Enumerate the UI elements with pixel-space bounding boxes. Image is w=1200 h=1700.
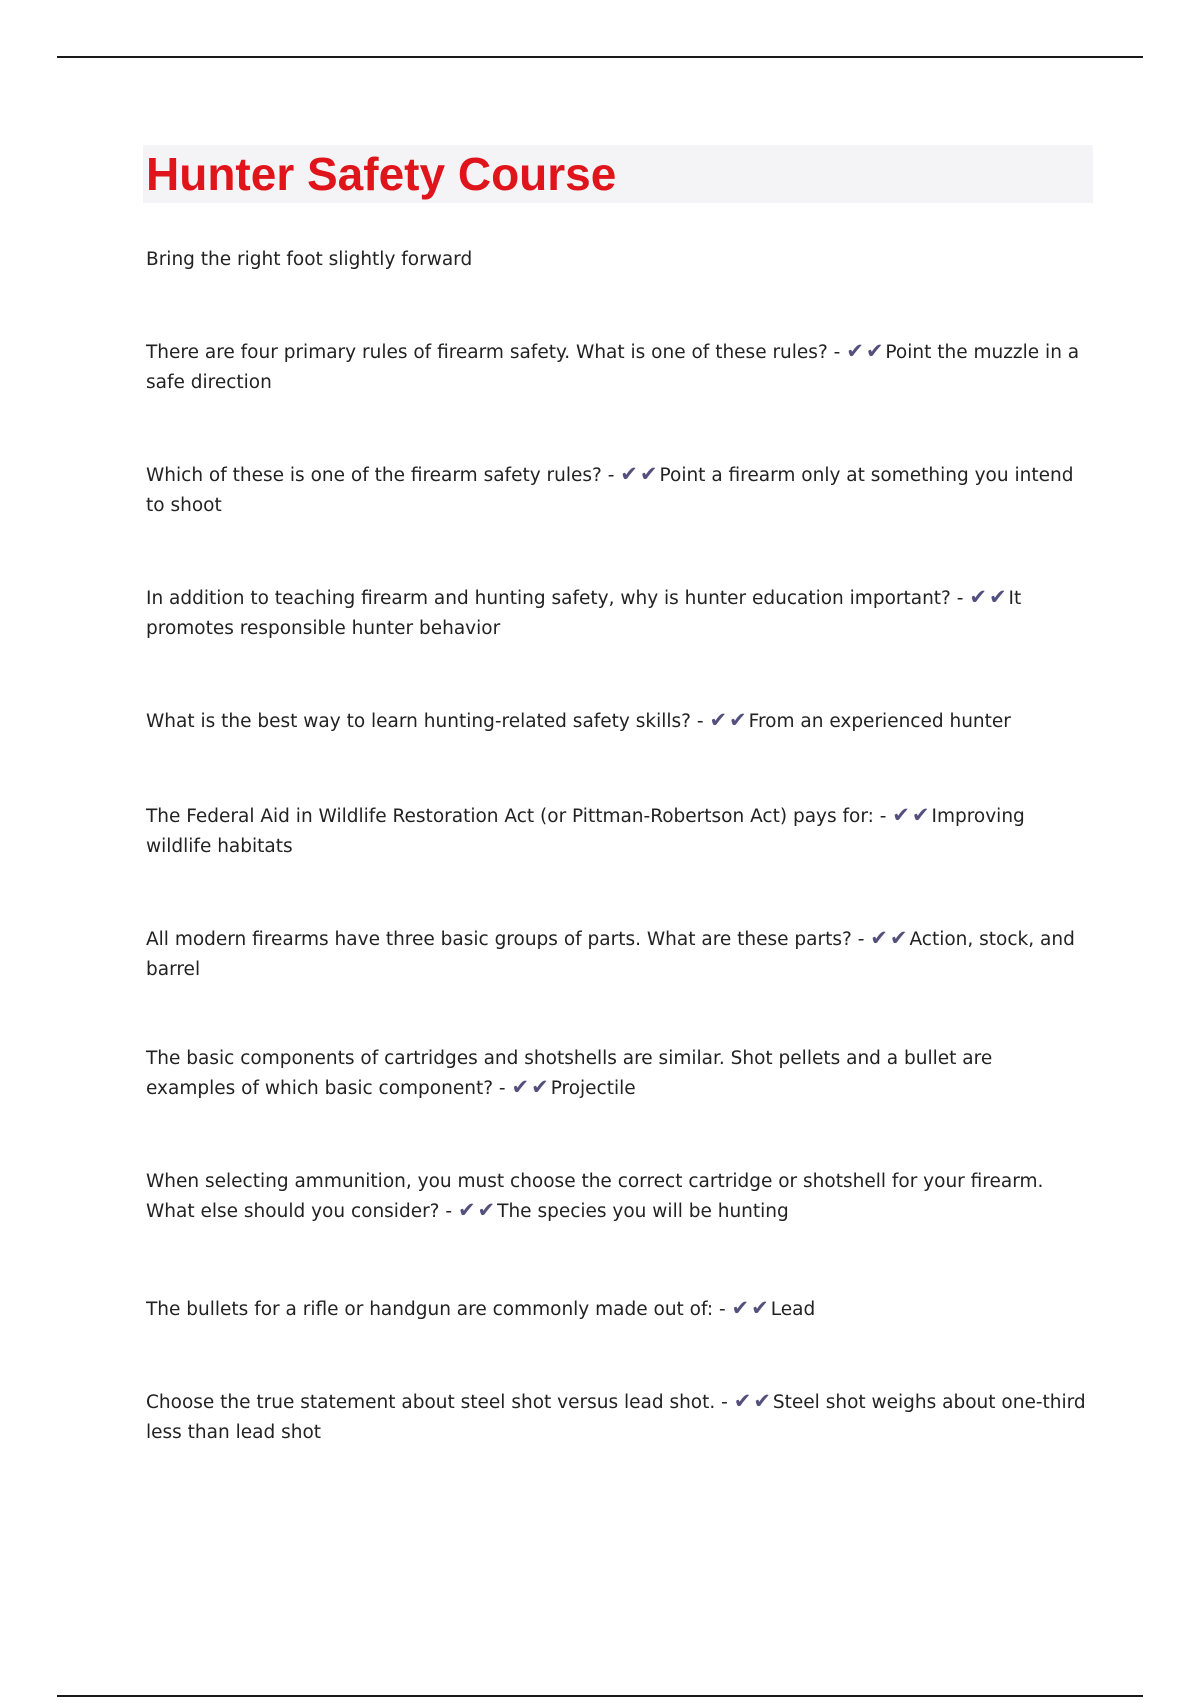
- double-check-icon: [511, 1074, 550, 1104]
- qa-question: The bullets for a rifle or handgun are commonly made out of:: [146, 1299, 714, 1320]
- check-icon: ✔: [846, 339, 866, 363]
- qa-item: [146, 802, 1086, 862]
- qa-answer: It promotes responsible hunter behavior: [146, 588, 1022, 639]
- qa-separator: -: [601, 465, 621, 486]
- bottom-rule: [57, 1695, 1143, 1697]
- qa-question: What is the best way to learn hunting-related safety skills?: [146, 711, 691, 732]
- qa-question: When selecting ammunition, you must choose the correct cartridge or shotshell for your firearm. What else should you consider?: [146, 1171, 1044, 1222]
- check-icon: ✔: [731, 1296, 752, 1320]
- qa-answer: Projectile: [550, 1078, 636, 1099]
- check-icon: ✔: [729, 708, 749, 732]
- check-icon: ✔: [709, 708, 730, 732]
- qa-separator: -: [493, 1078, 512, 1099]
- qa-separator: -: [851, 929, 871, 950]
- qa-question: The basic components of cartridges and shotshells are similar. Shot pellets and a bullet are examples of which basic component?: [146, 1048, 993, 1099]
- qa-answer: Point a firearm only at something you intend to shoot: [146, 465, 1074, 516]
- qa-item: [146, 338, 1086, 398]
- check-icon: ✔: [889, 926, 910, 950]
- double-check-icon: [870, 925, 909, 955]
- qa-question: In addition to teaching firearm and hunting safety, why is hunter education important?: [146, 588, 951, 609]
- qa-answer: Point the muzzle in a safe direction: [146, 342, 1080, 393]
- intro-line: Bring the right foot slightly forward: [146, 249, 473, 270]
- qa-item: [146, 707, 1086, 737]
- check-icon: ✔: [988, 585, 1009, 609]
- qa-question: There are four primary rules of firearm safety. What is one of these rules?: [146, 342, 828, 363]
- qa-question: The Federal Aid in Wildlife Restoration Act (or Pittman-Robertson Act) pays for:: [146, 806, 874, 827]
- double-check-icon: [969, 584, 1008, 614]
- qa-separator: -: [713, 1299, 732, 1320]
- check-icon: ✔: [639, 462, 660, 486]
- qa-answer: From an experienced hunter: [748, 711, 1011, 732]
- qa-question: Which of these is one of the firearm safety rules?: [146, 465, 602, 486]
- qa-separator: -: [950, 588, 970, 609]
- qa-separator: -: [827, 342, 847, 363]
- qa-item: [146, 584, 1086, 644]
- check-icon: ✔: [620, 462, 640, 486]
- qa-item: [146, 925, 1086, 985]
- double-check-icon: [620, 461, 659, 491]
- check-icon: ✔: [870, 926, 890, 950]
- qa-separator: -: [715, 1392, 734, 1413]
- double-check-icon: [892, 802, 931, 832]
- check-icon: ✔: [892, 803, 912, 827]
- top-rule: [57, 56, 1143, 58]
- check-icon: ✔: [457, 1198, 478, 1222]
- qa-item: [146, 1295, 1086, 1325]
- check-icon: ✔: [751, 1296, 771, 1320]
- qa-answer: Improving wildlife habitats: [146, 806, 1025, 857]
- check-icon: ✔: [477, 1198, 498, 1222]
- check-icon: ✔: [753, 1389, 773, 1413]
- qa-question: All modern firearms have three basic groups of parts. What are these parts?: [146, 929, 852, 950]
- check-icon: ✔: [865, 339, 886, 363]
- qa-item: [146, 1167, 1086, 1227]
- check-icon: ✔: [733, 1389, 754, 1413]
- qa-separator: -: [873, 806, 893, 827]
- qa-answer: Steel shot weighs about one-third less than lead shot: [146, 1392, 1086, 1443]
- qa-answer: Lead: [770, 1299, 816, 1320]
- check-icon: ✔: [531, 1075, 551, 1099]
- qa-item: [146, 461, 1086, 521]
- double-check-icon: [732, 1295, 771, 1325]
- qa-item: [146, 1388, 1086, 1448]
- check-icon: ✔: [969, 585, 989, 609]
- check-icon: ✔: [911, 803, 932, 827]
- page-title: Hunter Safety Course: [146, 148, 617, 200]
- qa-separator: -: [439, 1201, 458, 1222]
- check-icon: ✔: [511, 1075, 532, 1099]
- qa-answer: The species you will be hunting: [497, 1201, 789, 1222]
- double-check-icon: [709, 707, 748, 737]
- qa-question: Choose the true statement about steel shot versus lead shot.: [146, 1392, 716, 1413]
- qa-item: [146, 1044, 1086, 1104]
- qa-separator: -: [691, 711, 710, 732]
- qa-answer: Action, stock, and barrel: [146, 929, 1075, 980]
- double-check-icon: [734, 1388, 773, 1418]
- double-check-icon: [458, 1197, 497, 1227]
- double-check-icon: [846, 338, 885, 368]
